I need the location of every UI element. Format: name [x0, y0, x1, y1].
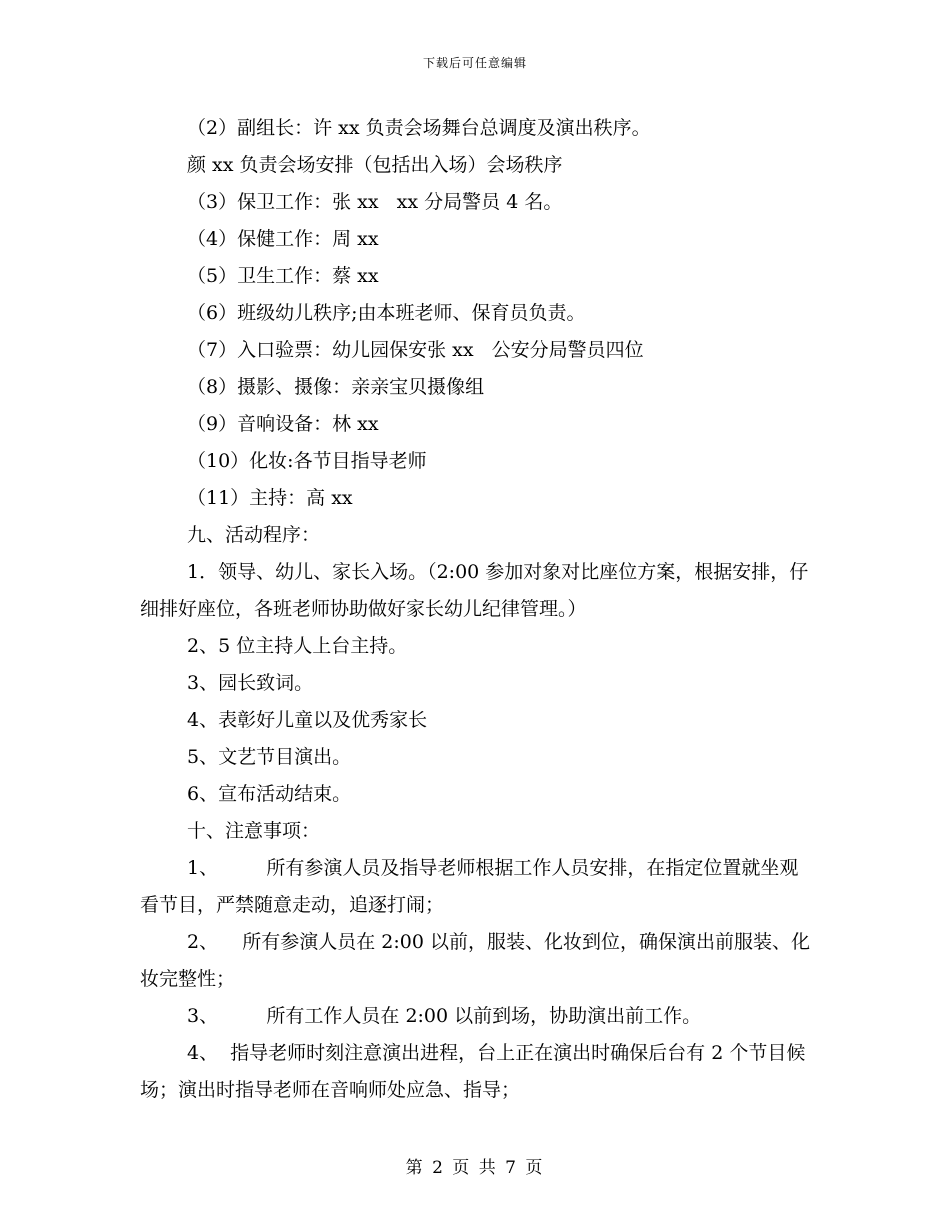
- paragraph: 2、 所有参演人员在 2:00 以前，服装、化妆到位，确保演出前服装、化妆完整性；: [140, 931, 810, 990]
- text-line: 6、宣布活动结束。: [187, 783, 352, 805]
- text-line: （7）入口验票：幼儿园保安张 xx 公安分局警员四位: [187, 339, 644, 361]
- text-line: （4）保健工作：周 xx: [187, 228, 379, 250]
- text-line: 4、表彰好儿童以及优秀家长: [187, 709, 428, 731]
- page-footer: 第 2 页 共 7 页: [405, 1158, 545, 1178]
- text-line: （8）摄影、摄像：亲亲宝贝摄像组: [187, 376, 485, 398]
- text-line: （2）副组长：许 xx 负责会场舞台总调度及演出秩序。: [187, 117, 651, 139]
- text-line: （9）音响设备：林 xx: [187, 413, 379, 435]
- text-line: 颜 xx 负责会场安排（包括出入场）会场秩序: [187, 154, 563, 176]
- paragraph: 3、 所有工作人员在 2:00 以前到场，协助演出前工作。: [187, 1005, 702, 1027]
- text-line: （10）化妆:各节目指导老师: [187, 450, 427, 472]
- page-header: 下载后可任意编辑: [422, 56, 527, 70]
- text-line: （3）保卫工作：张 xx xx 分局警员 4 名。: [187, 191, 563, 213]
- paragraph: 4、 指导老师时刻注意演出进程，台上正在演出时确保后台有 2 个节目候场；演出时指导老师在音响师处应急、指导；: [140, 1042, 806, 1101]
- section-heading: 九、活动程序：: [187, 524, 321, 546]
- paragraph: 1、 所有参演人员及指导老师根据工作人员安排，在指定位置就坐观看节目，严禁随意走动，追逐打闹；: [140, 857, 799, 916]
- document-body: [140, 110, 812, 1109]
- text-line: 2、5 位主持人上台主持。: [187, 635, 408, 657]
- text-line: （5）卫生工作：蔡 xx: [187, 265, 379, 287]
- section-heading: 十、注意事项：: [187, 820, 321, 842]
- text-line: （11）主持：高 xx: [187, 487, 353, 509]
- text-line: 3、园长致词。: [187, 672, 314, 694]
- text-line: （6）班级幼儿秩序;由本班老师、保育员负责。: [187, 302, 586, 324]
- text-line: 5、文艺节目演出。: [187, 746, 352, 768]
- paragraph: 1．领导、幼儿、家长入场。（2:00 参加对象对比座位方案，根据安排，仔细排好座位，各班老师协助做好家长幼儿纪律管理。）: [140, 561, 809, 620]
